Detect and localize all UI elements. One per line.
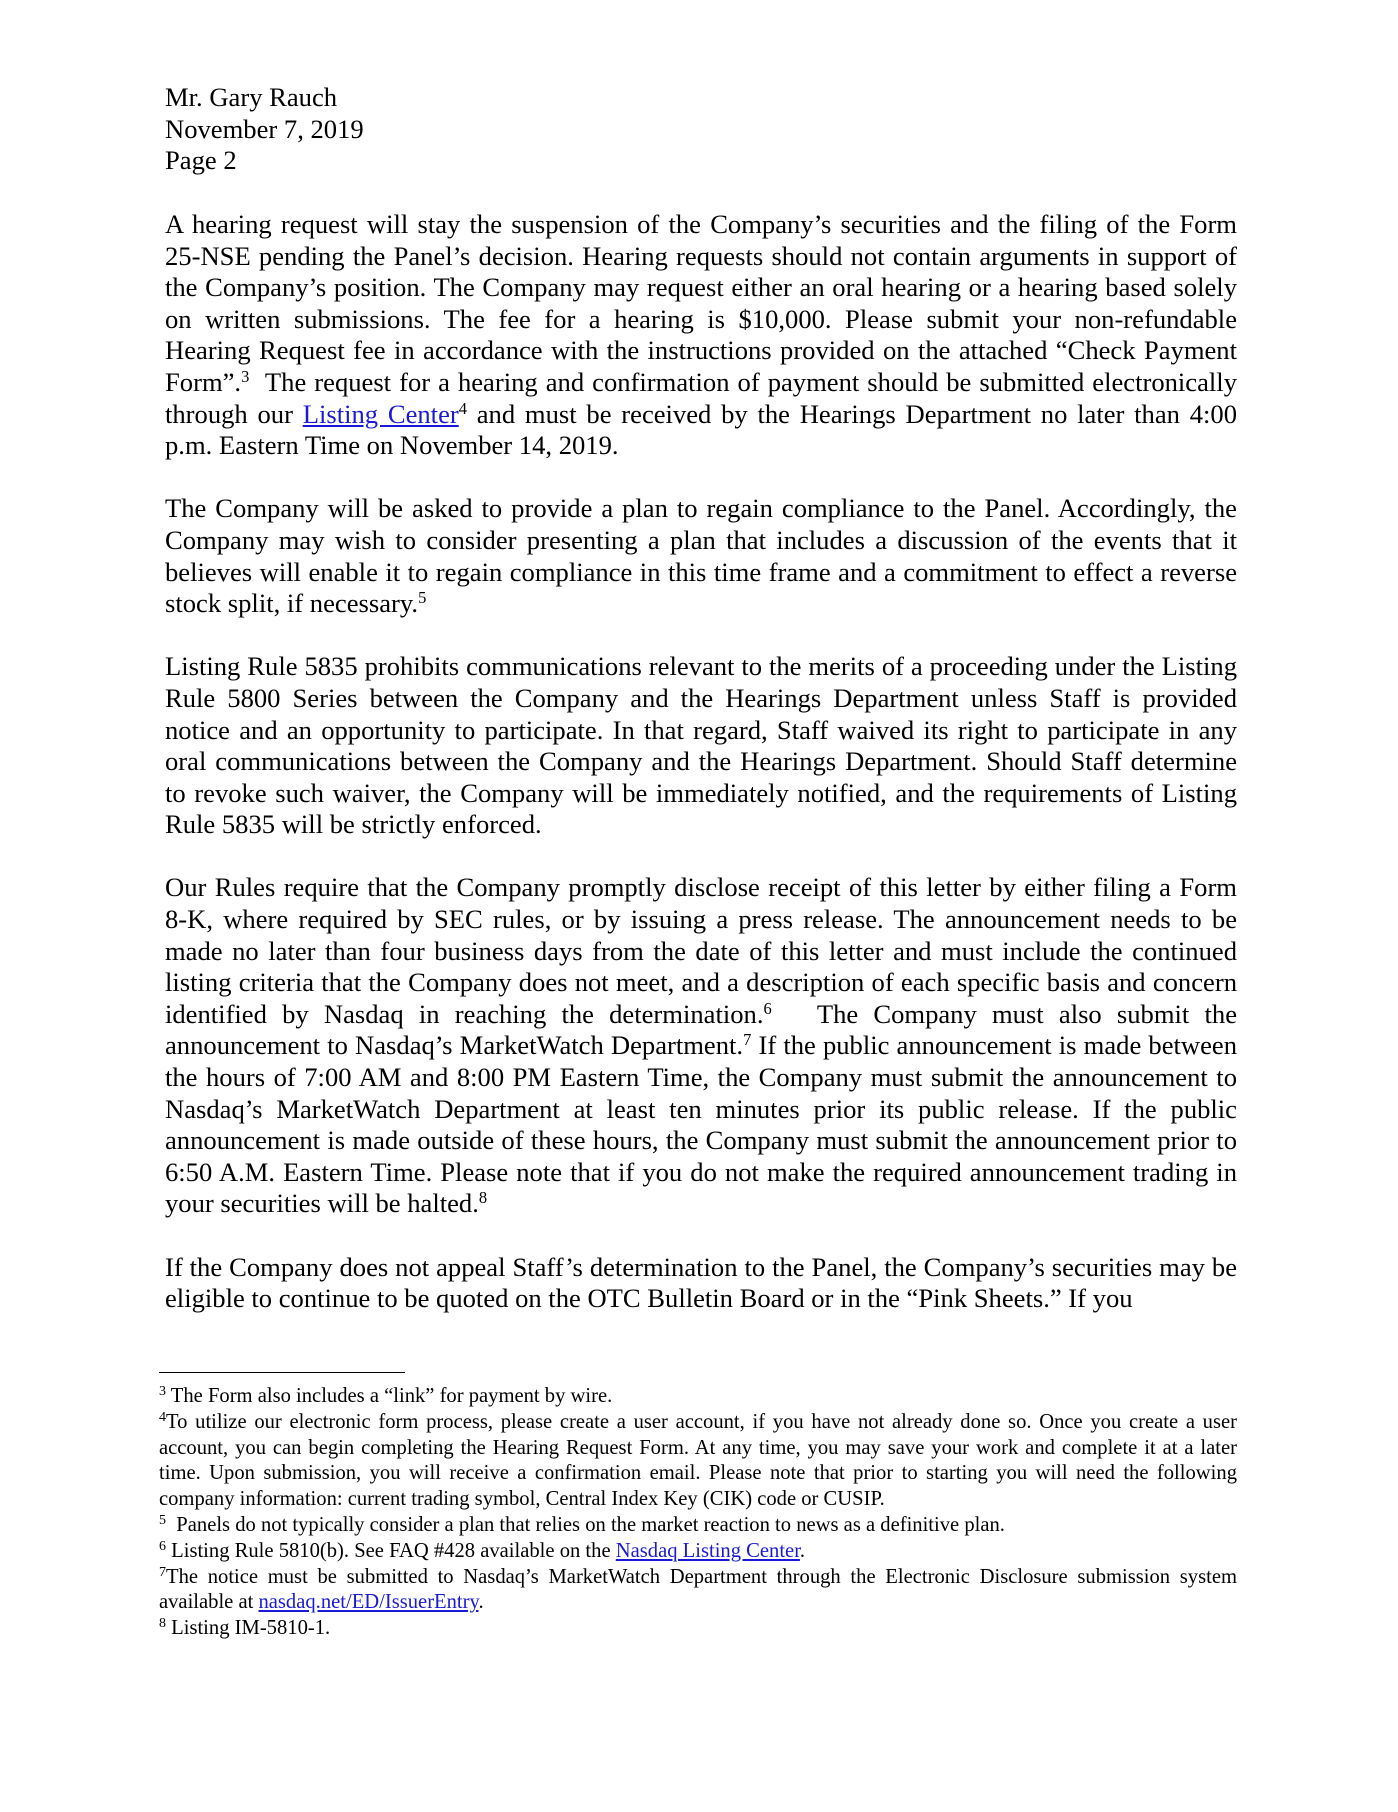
footnote-ref-5: 5 [418, 588, 427, 608]
paragraph-disclosure-requirement: Our Rules require that the Company promptly disclose receipt of this letter by either filing a Form 8-K, where required by SEC rules, or by issuing a press release. The announcement needs to be made no later than four business days from the date of this letter and must include the continued listing criteria that the Company does not meet, and a description of each specific basis and concern identified by Nasdaq in reaching the determination.$^6$ The Company must also submit the announcement to Nasdaq’s MarketWatch Department.$^7$ If the public announcement is made between the hours of 7:00 AM and 8:00 PM Eastern Time, the Company must submit the announcement to Nasdaq’s MarketWatch Department at least ten minutes prior its public release. If the public announcement is made outside of these hours, the Company must submit the announcement prior to 6:50 A.M. Eastern Time. Please note that if you do not make the required announcement trading in your securities will be halted.$^8$ [165, 872, 1244, 1219]
letter-header [165, 82, 1237, 177]
footnote-8: $^8$ Listing IM-5810-1. [159, 1616, 331, 1640]
footnote-4: $^4$To utilize our electronic form process, please create a user account, if you have not already done so. Once you create a user account, you can begin completing the Hearing Request Form. At any time, you may save your work and complete it at a later time. Upon submission, you will receive a confirmation email. Please note that prior to starting you will need the following company information: current trading symbol, Central Index Key (CIK) code or CUSIP. [159, 1409, 1237, 1511]
footnote-7: $^7$The notice must be submitted to Nasdaq’s MarketWatch Department through the Electronic Disclosure submission system available at nasdaq.net/ED/IssuerEntry. [159, 1564, 1237, 1614]
page-number: Page 2 [165, 145, 237, 176]
footnote-5: $^5$ Panels do not typically consider a plan that relies on the market reaction to news as a definitive plan. [159, 1512, 1005, 1536]
footnotes [159, 1384, 1237, 1642]
letter-date: November 7, 2019 [165, 113, 364, 144]
footnote-6: $^6$ Listing Rule 5810(b). See FAQ #428 available on the Nasdaq Listing Center. [159, 1538, 806, 1562]
recipient-name: Mr. Gary Rauch [165, 82, 338, 112]
issuer-entry-link[interactable]: nasdaq.net/ED/IssuerEntry [258, 1591, 479, 1614]
paragraph-compliance-plan: The Company will be asked to provide a plan to regain compliance to the Panel. Accordingly, the Company may wish to consider presenting a plan that includes a discussion of the events that it believes will enable it to regain compliance in this time frame and a commitment to effect a reverse stock split, if necessary.$^5$ [165, 493, 1237, 619]
paragraph-hearing-request: A hearing request will stay the suspension of the Company’s securities and the filing of the Form 25-NSE pending the Panel’s decision. Hearing requests should not contain arguments in support of the Company’s position. The Company may request either an oral hearing or a hearing based solely on written submissions. The fee for a hearing is $10,000. Please submit your non-refundable Hearing Request fee in accordance with the instructions provided on the attached “Check Payment Form”.$^3$ The request for a hearing and confirmation of payment should be submitted electronically through our Listing Center$^4$ and must be received by the Hearings Department no later than 4:00 p.m. Eastern Time on November 14, 2019. [165, 209, 1244, 461]
footnote-ref-6: 6 [763, 998, 772, 1018]
footnote-3: $^3$ The Form also includes a “link” for payment by wire. [159, 1384, 613, 1407]
letter-body [165, 209, 1244, 1346]
footnote-ref-7: 7 [743, 1030, 752, 1050]
nasdaq-listing-center-link[interactable]: Nasdaq Listing Center [615, 1539, 800, 1562]
paragraph-listing-rule-5835: Listing Rule 5835 prohibits communications relevant to the merits of a proceeding under the Listing Rule 5800 Series between the Company and the Hearings Department unless Staff is provided notice and an opportunity to participate. In that regard, Staff waived its right to participate in any oral communications between the Company and the Hearings Department. Should Staff determine to revoke such waiver, the Company will be immediately notified, and the requirements of Listing Rule 5835 will be strictly enforced. [165, 651, 1237, 840]
footnote-ref-4: 4 [458, 398, 467, 418]
footnote-separator [159, 1372, 405, 1373]
footnote-ref-8: 8 [478, 1188, 488, 1208]
listing-center-link[interactable]: Listing Center [302, 398, 459, 429]
footnote-ref-3: 3 [241, 366, 250, 386]
paragraph-otc-eligibility: If the Company does not appeal Staff’s determination to the Panel, the Company’s securities may be eligible to continue to be quoted on the OTC Bulletin Board or in the “Pink Sheets.” If you [165, 1251, 1237, 1314]
